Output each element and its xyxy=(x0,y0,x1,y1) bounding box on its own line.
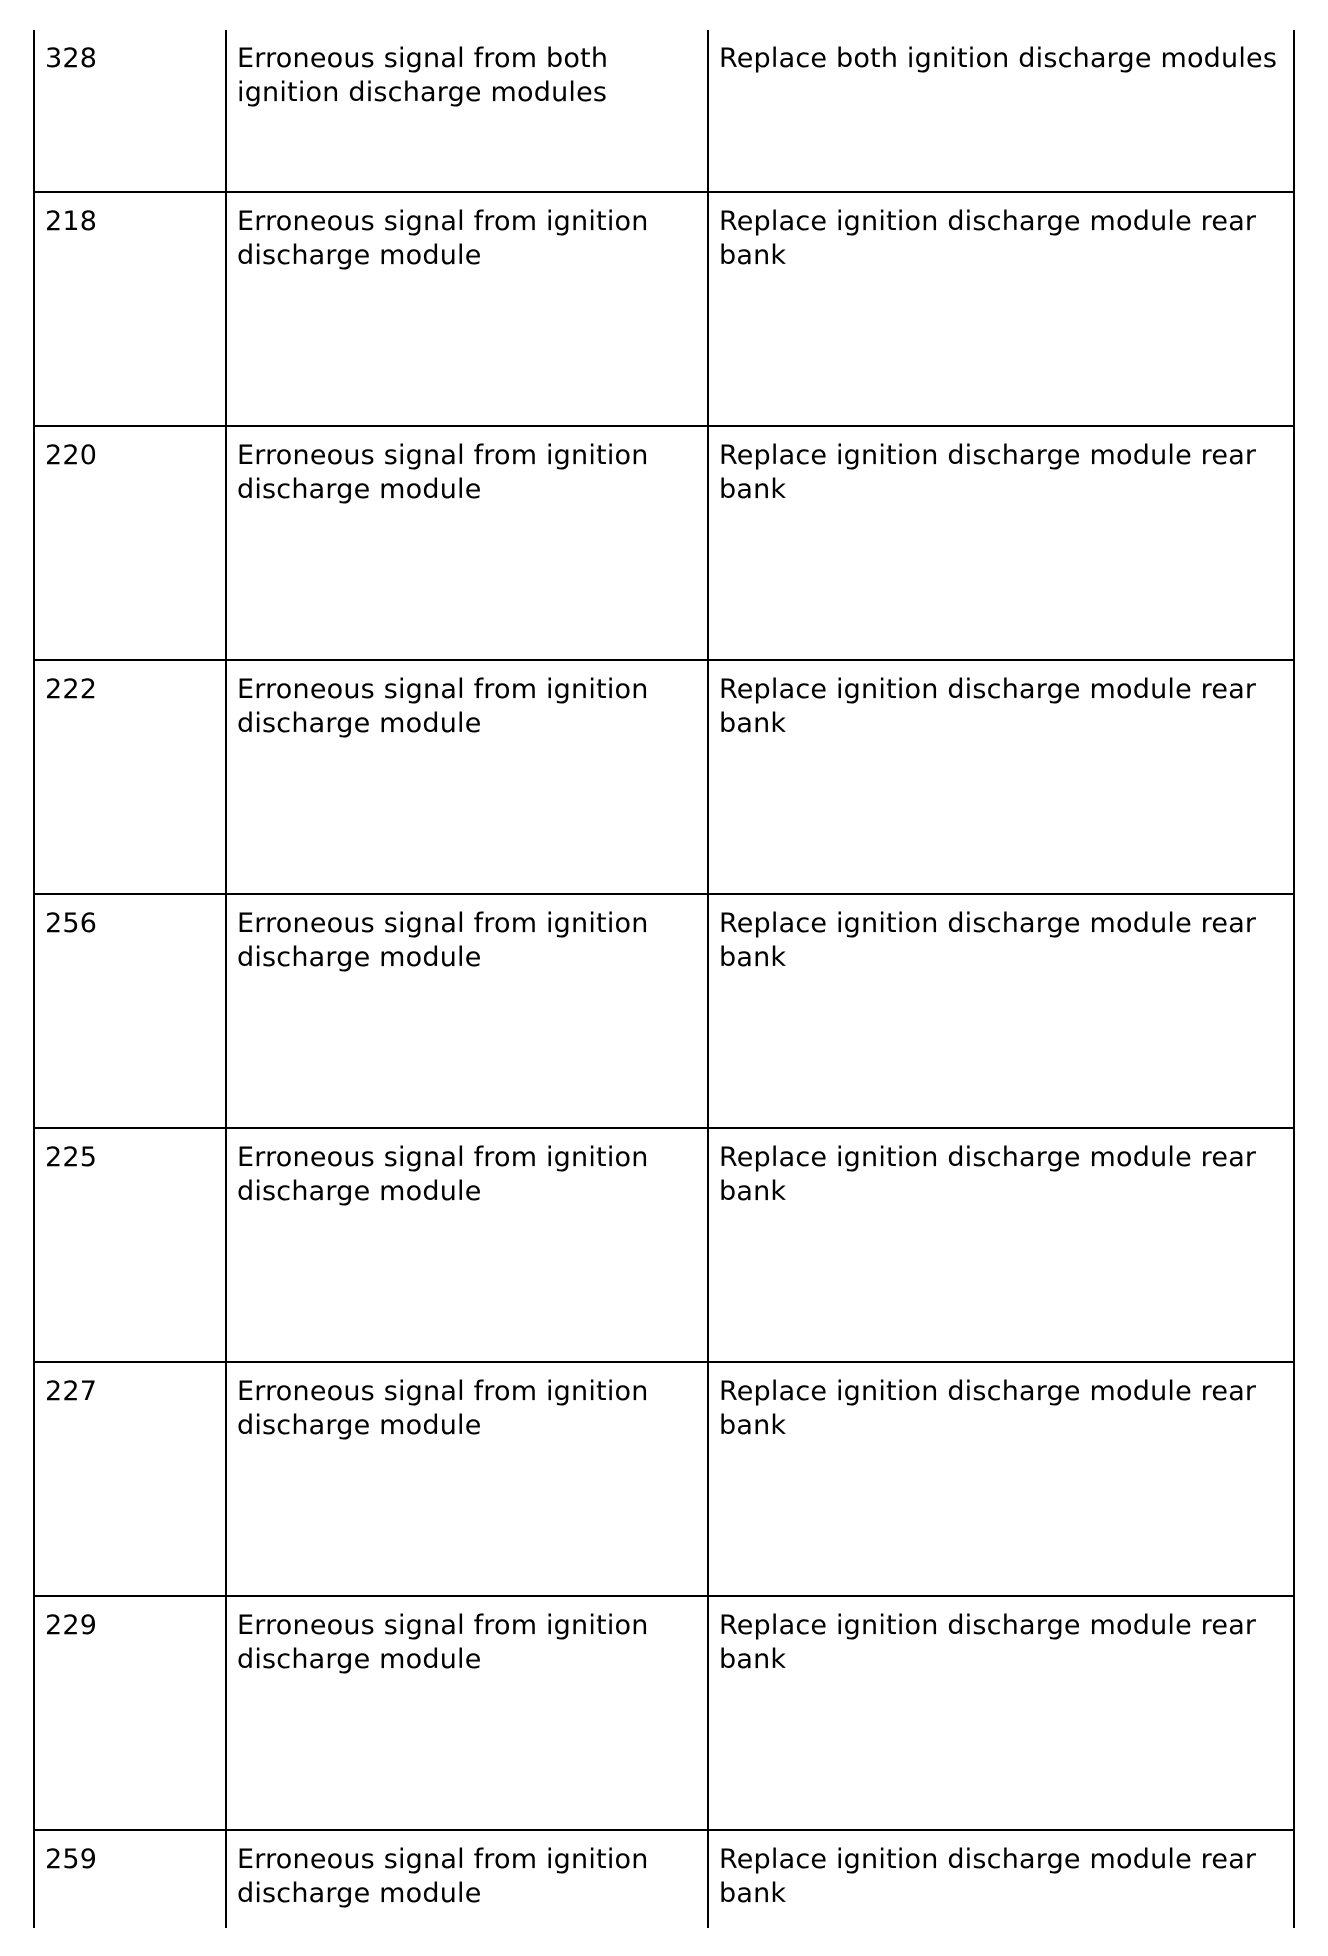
fault-description-cell: Erroneous signal from ignition discharge module xyxy=(226,1362,708,1596)
fault-description-cell: Erroneous signal from ignition discharge module xyxy=(226,426,708,660)
corrective-action-cell: Replace ignition discharge module rear bank xyxy=(708,1830,1294,1928)
fault-code-cell: 259 xyxy=(34,1830,226,1928)
fault-code-cell: 227 xyxy=(34,1362,226,1596)
fault-code-table xyxy=(33,30,1295,1928)
corrective-action-cell: Replace ignition discharge module rear bank xyxy=(708,1128,1294,1362)
corrective-action-cell: Replace ignition discharge module rear bank xyxy=(708,660,1294,894)
table-row xyxy=(34,1830,1294,1928)
fault-code-cell: 256 xyxy=(34,894,226,1128)
table-row xyxy=(34,1596,1294,1830)
fault-code-cell: 225 xyxy=(34,1128,226,1362)
fault-code-cell: 218 xyxy=(34,192,226,426)
fault-description-cell: Erroneous signal from ignition discharge module xyxy=(226,192,708,426)
table-row xyxy=(34,660,1294,894)
fault-code-cell: 328 xyxy=(34,30,226,192)
table-row xyxy=(34,192,1294,426)
fault-code-cell: 220 xyxy=(34,426,226,660)
fault-description-cell: Erroneous signal from ignition discharge module xyxy=(226,894,708,1128)
fault-description-cell: Erroneous signal from ignition discharge module xyxy=(226,1830,708,1928)
table-row xyxy=(34,30,1294,192)
table-row xyxy=(34,894,1294,1128)
fault-description-cell: Erroneous signal from ignition discharge module xyxy=(226,1596,708,1830)
corrective-action-cell: Replace ignition discharge module rear bank xyxy=(708,426,1294,660)
corrective-action-cell: Replace ignition discharge module rear bank xyxy=(708,894,1294,1128)
table-row xyxy=(34,1362,1294,1596)
corrective-action-cell: Replace ignition discharge module rear bank xyxy=(708,1596,1294,1830)
corrective-action-cell: Replace both ignition discharge modules xyxy=(708,30,1294,192)
table-row xyxy=(34,426,1294,660)
fault-description-cell: Erroneous signal from both ignition discharge modules xyxy=(226,30,708,192)
fault-description-cell: Erroneous signal from ignition discharge module xyxy=(226,660,708,894)
table-row xyxy=(34,1128,1294,1362)
corrective-action-cell: Replace ignition discharge module rear bank xyxy=(708,1362,1294,1596)
fault-code-cell: 222 xyxy=(34,660,226,894)
corrective-action-cell: Replace ignition discharge module rear bank xyxy=(708,192,1294,426)
fault-description-cell: Erroneous signal from ignition discharge module xyxy=(226,1128,708,1362)
fault-code-cell: 229 xyxy=(34,1596,226,1830)
